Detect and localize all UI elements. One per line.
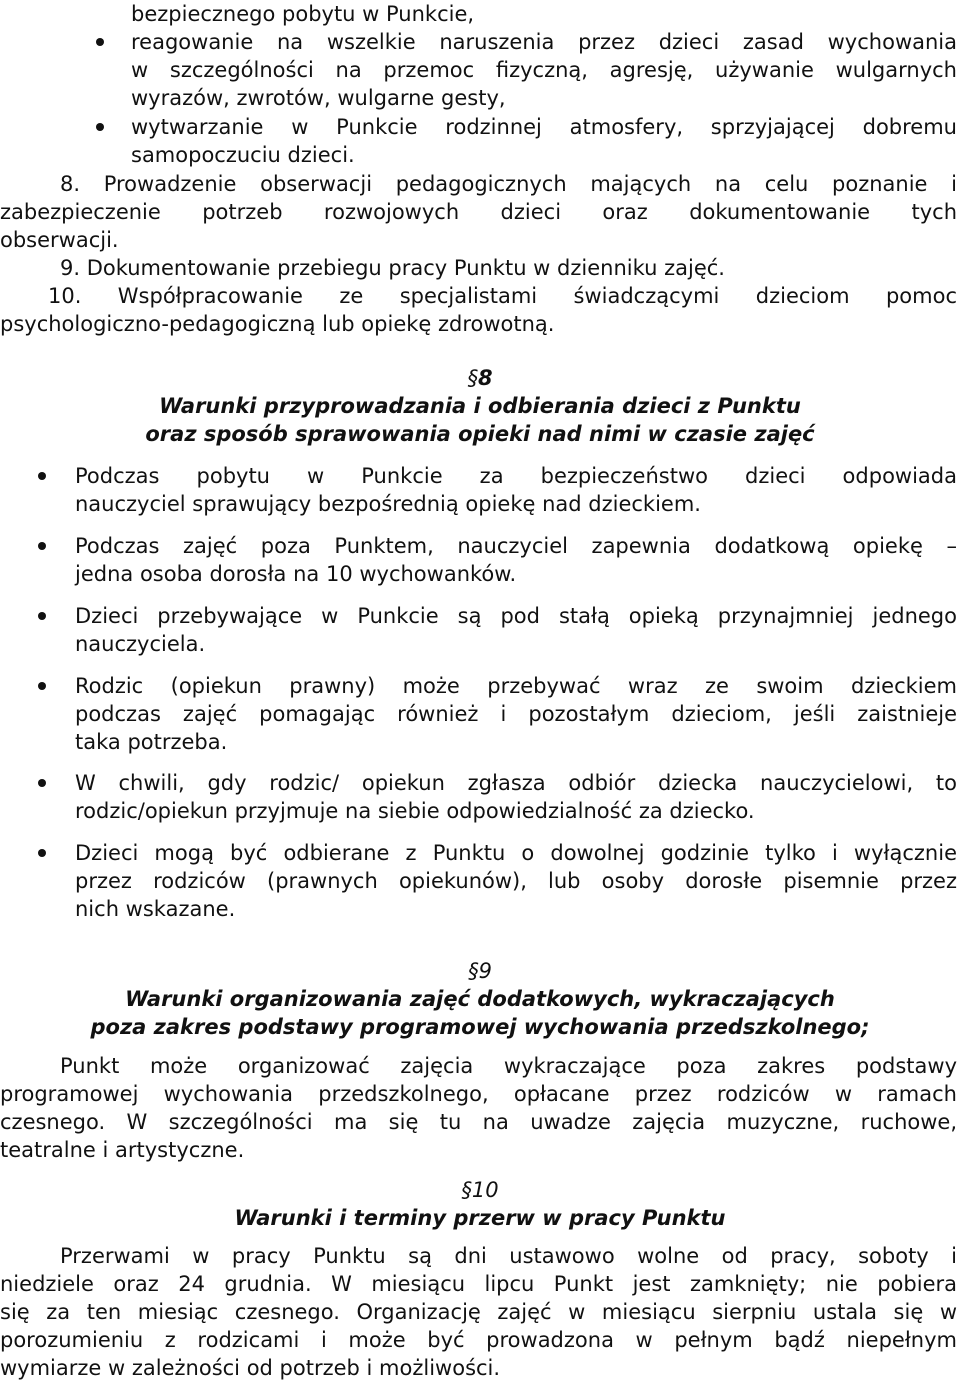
list-item: Dzieci mogą być odbierane z Punktu o dowolnej godzinie tylko i wyłącznie przez rodziców (prawnych opiekunów), lub osoby dorosłe pisemnie przez nich wskazane. xyxy=(75,841,957,921)
list-item: W chwili, gdy rodzic/ opiekun zgłasza odbiór dziecka nauczycielowi, to rodzic/opiekun przyjmuje na siebie odpowiedzialność za dziecko. xyxy=(75,771,957,823)
section-sign: § xyxy=(468,959,479,983)
list-item: wytwarzanie w Punkcie rodzinnej atmosfery, sprzyjającej dobremu samopoczuciu dzieci. xyxy=(131,115,957,167)
section-9-title: Warunki organizowania zajęć dodatkowych, wykraczających poza zakres podstawy programowej wychowania przedszkolnego; xyxy=(90,987,870,1039)
bullet-icon xyxy=(38,779,46,787)
list-item: Rodzic (opiekun prawny) może przebywać wraz ze swoim dzieckiem podczas zajęć pomagając również i pozostałym dzieciom, jeśli zaistnieje taka potrzeba. xyxy=(75,674,957,754)
section-9-body: Punkt może organizować zajęcia wykraczające poza zakres podstawy programowej wychowania przedszkolnego, opłacane przez rodziców w ramach czesnego. W szczególności ma się tu na uwadze zajęcia muzyczne, ruchowe, teatralne i artystyczne. xyxy=(0,1054,957,1162)
bullet-icon xyxy=(38,849,46,857)
list-item: Podczas pobytu w Punkcie za bezpieczeństwo dzieci odpowiada nauczyciel sprawujący bezpośrednią opiekę nad dzieckiem. xyxy=(75,464,957,516)
section-8-title: Warunki przyprowadzania i odbierania dzieci z Punktu oraz sposób sprawowania opieki nad nimi w czasie zajęć xyxy=(145,394,815,446)
bullet-icon xyxy=(38,682,46,690)
section-sign: § xyxy=(467,366,478,390)
numbered-item-8: 8. Prowadzenie obserwacji pedagogicznych mających na celu poznanie i zabezpieczenie potrzeb rozwojowych dzieci oraz dokumentowanie tych obserwacji. xyxy=(0,172,957,252)
list-item: reagowanie na wszelkie naruszenia przez dzieci zasad wychowania w szczególności na przemoc fizyczną, agresję, używanie wulgarnych wyrazów, zwrotów, wulgarne gesty, xyxy=(131,30,957,110)
numbered-item-10: 10. Współpracowanie ze specjalistami świadczącymi dzieciom pomoc psychologiczno-pedagogiczną lub opiekę zdrowotną. xyxy=(0,284,957,336)
text-line: bezpiecznego pobytu w Punkcie, xyxy=(131,2,475,26)
bullet-icon xyxy=(96,38,104,46)
list-item: Podczas zajęć poza Punktem, nauczyciel zapewnia dodatkową opiekę – jedna osoba dorosła na 10 wychowanków. xyxy=(75,534,957,586)
section-sign: § xyxy=(461,1178,472,1202)
bullet-icon xyxy=(96,123,104,131)
list-item: Dzieci przebywające w Punkcie są pod stałą opieką przynajmniej jednego nauczyciela. xyxy=(75,604,957,656)
list-continuation xyxy=(131,0,957,28)
bullet-icon xyxy=(38,612,46,620)
bullet-icon xyxy=(38,542,46,550)
section-9-number: §9 xyxy=(468,959,492,983)
section-10-number: §10 xyxy=(461,1178,499,1202)
section-8-number: §8 xyxy=(467,366,493,390)
section-10-body: Przerwami w pracy Punktu są dni ustawowo wolne od pracy, soboty i niedziele oraz 24 grudnia. W miesiącu lipcu Punkt jest zamknięty; nie pobiera się za ten miesiąc czesnego. Organizację zajęć w miesiącu sierpniu ustala się w porozumieniu z rodzicami i może być prowadzona w pełnym bądź niepełnym wymiarze w zależności od potrzeb i możliwości. xyxy=(0,1244,957,1380)
section-10-title: Warunki i terminy przerw w pracy Punktu xyxy=(234,1206,726,1230)
numbered-item-9: 9. Dokumentowanie przebiegu pracy Punktu w dzienniku zajęć. xyxy=(60,256,725,280)
bullet-icon xyxy=(38,472,46,480)
